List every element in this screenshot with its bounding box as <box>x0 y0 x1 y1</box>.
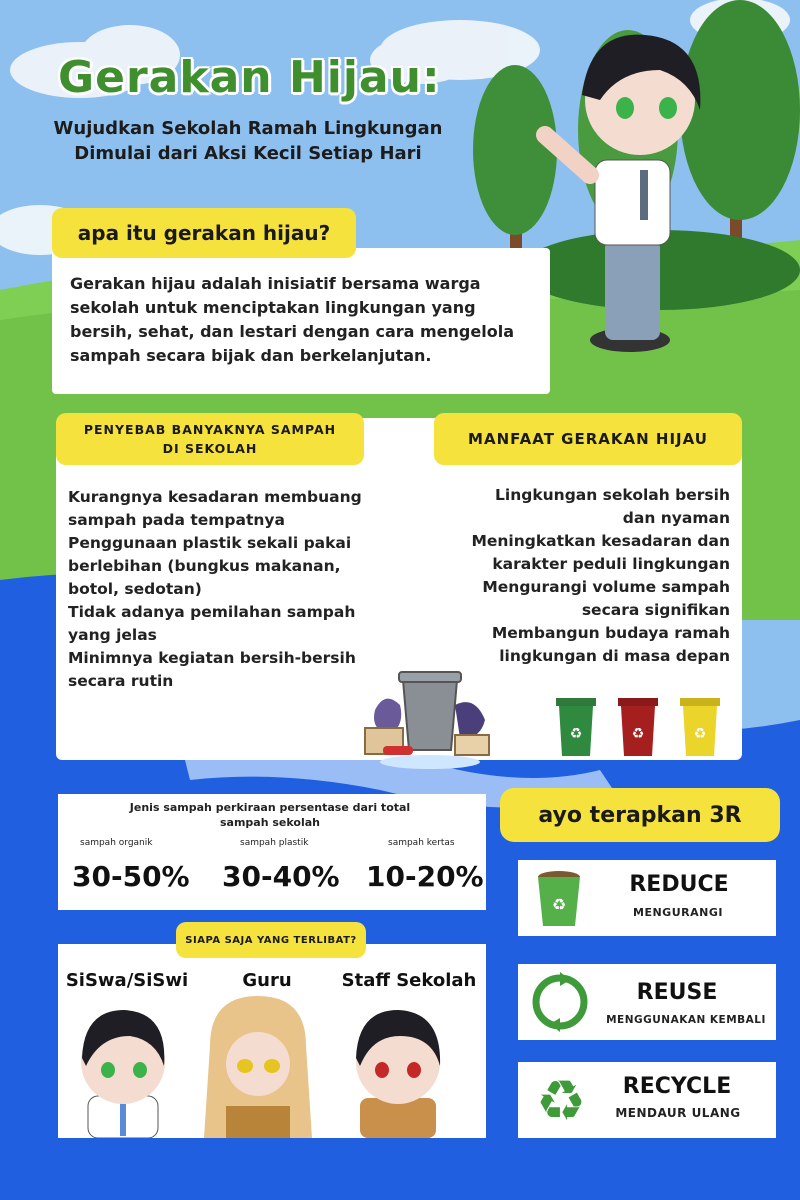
intro-line: sekolah untuk menciptakan lingkungan yang <box>70 298 476 317</box>
stat-value-organic: 30-50% <box>72 860 190 893</box>
sorting-bins-icon <box>552 694 732 760</box>
svg-text:♻: ♻ <box>631 726 645 742</box>
recycle-card <box>518 1062 776 1138</box>
svg-text:♻: ♻ <box>535 1069 587 1130</box>
reuse-subtitle: MENGGUNAKAN KEMBALI <box>606 1014 766 1026</box>
subtitle-line: Dimulai dari Aksi Kecil Setiap Hari <box>74 143 422 164</box>
teacher-avatar <box>204 996 312 1138</box>
svg-text:♻: ♻ <box>693 726 707 742</box>
intro-text-box <box>52 248 550 394</box>
reuse-title: REUSE <box>636 980 718 1005</box>
stat-value-plastic: 30-40% <box>222 860 340 893</box>
list-item: Meningkatkan kesadaran dan <box>471 532 730 550</box>
page-subtitle <box>28 116 468 166</box>
list-item: lingkungan di masa depan <box>499 647 730 665</box>
people-illustrations <box>60 996 484 1138</box>
list-item: Kurangnya kesadaran membuang <box>68 488 362 506</box>
reduce-subtitle: MENGURANGI <box>633 906 723 919</box>
staff-avatar <box>356 1010 440 1138</box>
list-item: karakter peduli lingkungan <box>492 555 730 573</box>
list-item: Mengurangi volume sampah <box>482 578 730 596</box>
intro-line: sampah secara bijak dan berkelanjutan. <box>70 346 432 365</box>
intro-line: bersih, sehat, dan lestari dengan cara mengelola <box>70 322 514 341</box>
stats-heading-line: sampah sekolah <box>220 816 320 829</box>
stat-label-organic: sampah organik <box>80 838 153 848</box>
reduce-card <box>518 860 776 936</box>
list-item: botol, sedotan) <box>68 580 202 598</box>
list-item: secara signifikan <box>581 601 730 619</box>
recycle-title: RECYCLE <box>622 1074 732 1099</box>
causes-heading <box>56 413 364 465</box>
reduce-title: REDUCE <box>629 872 729 897</box>
list-item: sampah pada tempatnya <box>68 511 285 529</box>
svg-text:♻: ♻ <box>551 895 567 914</box>
three-r-heading: ayo terapkan 3R <box>500 788 780 842</box>
subtitle-line: Wujudkan Sekolah Ramah Lingkungan <box>53 118 443 139</box>
person-label-student: SiSwa/SiSwi <box>65 970 189 991</box>
list-item: Minimnya kegiatan bersih-bersih <box>68 649 356 667</box>
intro-heading: apa itu gerakan hijau? <box>52 208 356 258</box>
causes-heading-line: DI SEKOLAH <box>162 441 258 456</box>
person-label-staff: Staff Sekolah <box>341 970 477 991</box>
list-item: Tidak adanya pemilahan sampah <box>68 603 356 621</box>
svg-text:♻: ♻ <box>569 726 583 742</box>
trash-pile-icon <box>355 650 505 770</box>
intro-line: Gerakan hijau adalah inisiatif bersama warga <box>70 274 481 293</box>
list-item: secara rutin <box>68 672 174 690</box>
recycle-subtitle: MENDAUR ULANG <box>615 1106 741 1120</box>
list-item: berlebihan (bungkus makanan, <box>68 557 341 575</box>
stat-label-paper: sampah kertas <box>388 838 455 848</box>
stat-value-paper: 10-20% <box>366 860 484 893</box>
reuse-card <box>518 964 776 1040</box>
list-item: dan nyaman <box>622 509 730 527</box>
causes-heading-line: PENYEBAB BANYAKNYA SAMPAH <box>83 422 337 437</box>
list-item: Penggunaan plastik sekali pakai <box>68 534 352 552</box>
list-item: yang jelas <box>68 626 157 644</box>
page-title: Gerakan Hijau: <box>58 52 441 103</box>
benefits-list <box>440 484 730 668</box>
person-label-teacher: Guru <box>242 970 292 991</box>
list-item: Membangun budaya ramah <box>491 624 730 642</box>
stats-heading <box>100 800 440 830</box>
causes-list <box>68 486 388 693</box>
stat-label-plastic: sampah plastik <box>240 838 309 848</box>
involved-heading: SIAPA SAJA YANG TERLIBAT? <box>176 922 366 958</box>
list-item: Lingkungan sekolah bersih <box>495 486 730 504</box>
benefits-heading: MANFAAT GERAKAN HIJAU <box>434 413 742 465</box>
stats-heading-line: Jenis sampah perkiraan persentase dari total <box>129 801 411 814</box>
trash-bin-icon <box>536 870 582 928</box>
student-avatar <box>81 1010 165 1138</box>
reuse-arrows-icon <box>530 972 590 1032</box>
recycle-icon <box>530 1068 592 1130</box>
